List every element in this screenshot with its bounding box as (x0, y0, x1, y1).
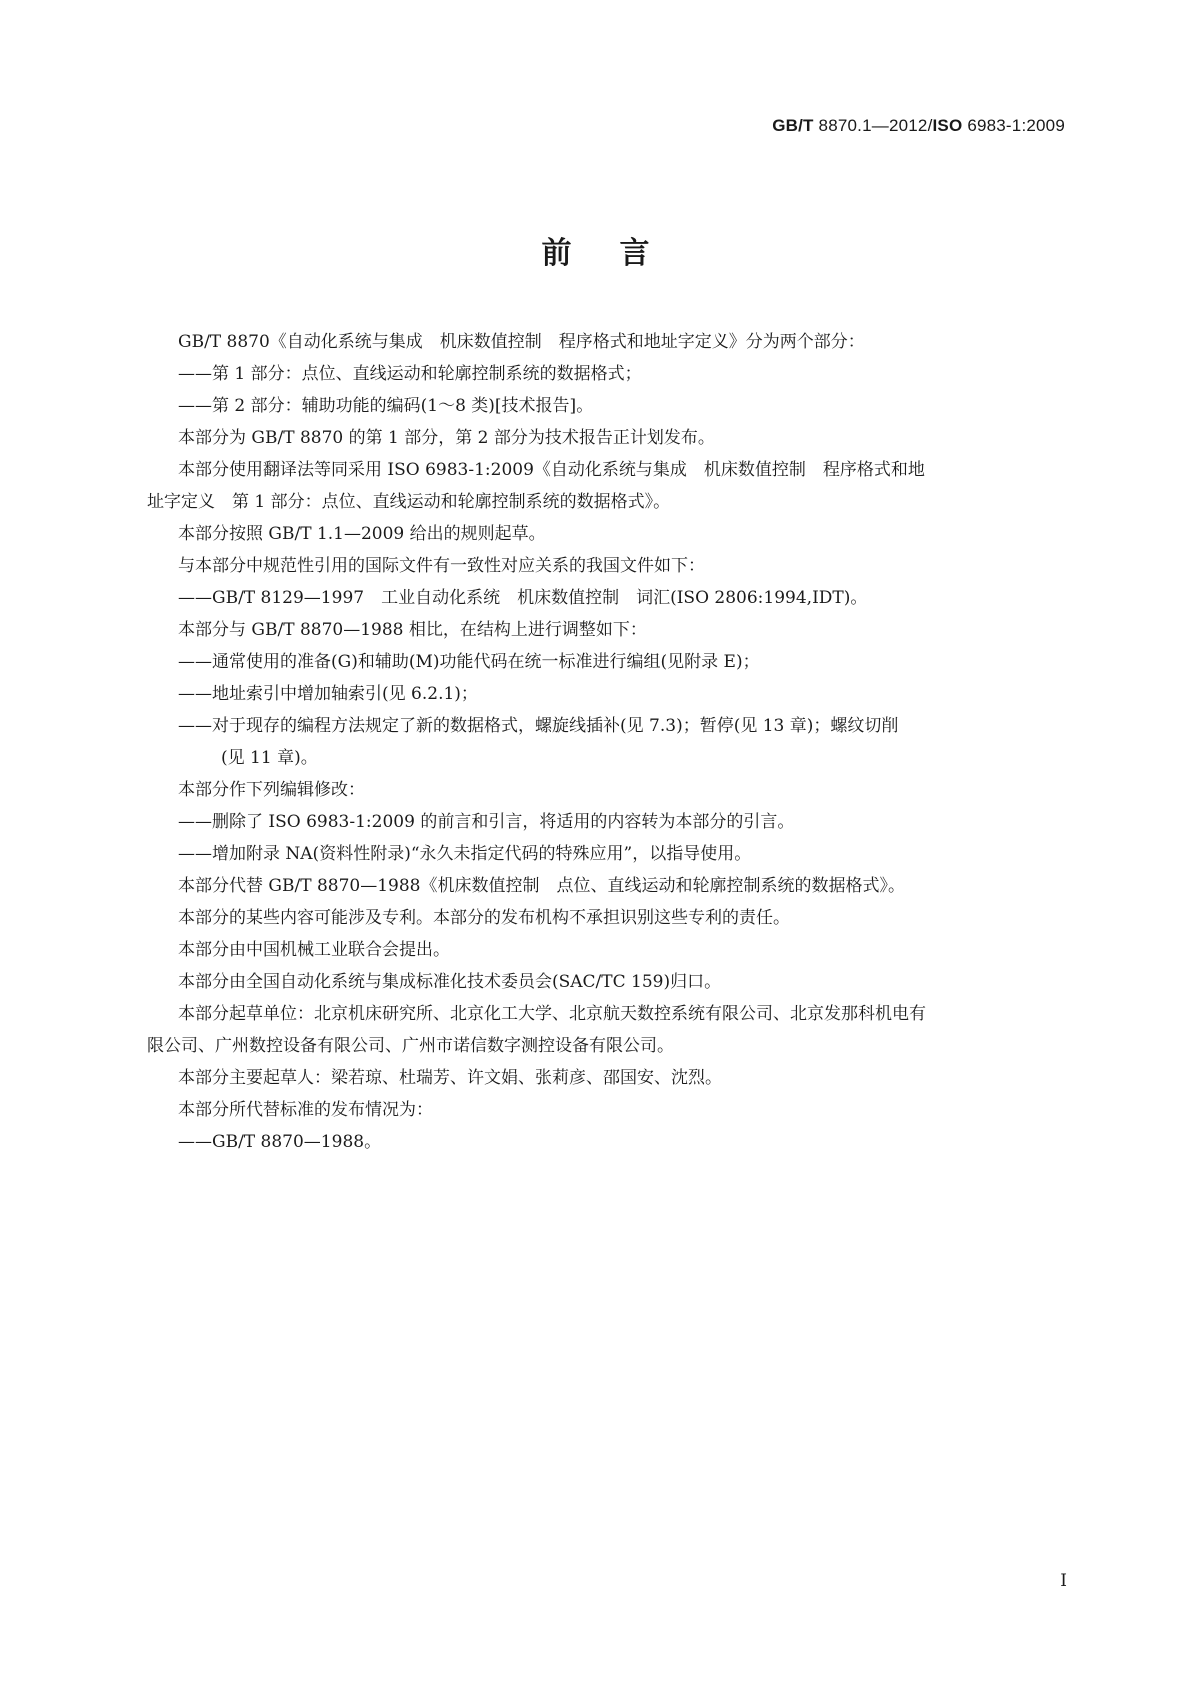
paragraph: 本部分所代替标准的发布情况为： (178, 1100, 433, 1120)
list-item: ——第 2 部分：辅助功能的编码(1～8 类)[技术报告]。 (178, 396, 594, 416)
paragraph-continuation: 限公司、广州数控设备有限公司、广州市诺信数字测控设备有限公司。 (147, 1036, 674, 1056)
list-item: ——第 1 部分：点位、直线运动和轮廓控制系统的数据格式； (178, 364, 642, 384)
header-iso-prefix: ISO (932, 116, 963, 135)
list-item: ——增加附录 NA(资料性附录)“永久未指定代码的特殊应用”，以指导使用。 (178, 844, 752, 864)
paragraph: 本部分使用翻译法等同采用 ISO 6983-1:2009《自动化系统与集成 机床数值控制 程序格式和地 (178, 460, 925, 480)
page-number: I (1060, 1571, 1067, 1591)
paragraph: GB/T 8870《自动化系统与集成 机床数值控制 程序格式和地址字定义》分为两个部分： (178, 332, 865, 352)
paragraph: 本部分的某些内容可能涉及专利。本部分的发布机构不承担识别这些专利的责任。 (178, 908, 790, 928)
paragraph: 本部分主要起草人：梁若琼、杜瑞芳、许文娟、张莉彦、邵国安、沈烈。 (178, 1068, 722, 1088)
header-standard-prefix: GB/T (772, 116, 814, 135)
paragraph: 本部分由中国机械工业联合会提出。 (178, 940, 450, 960)
paragraph: 本部分为 GB/T 8870 的第 1 部分，第 2 部分为技术报告正计划发布。 (178, 428, 715, 448)
paragraph: 本部分作下列编辑修改： (178, 780, 365, 800)
list-item: ——GB/T 8129—1997 工业自动化系统 机床数值控制 词汇(ISO 2806:1994,IDT)。 (178, 588, 868, 608)
page-title: 前言 (541, 236, 698, 271)
paragraph: 本部分与 GB/T 8870—1988 相比，在结构上进行调整如下： (178, 620, 647, 640)
list-item: ——地址索引中增加轴索引(见 6.2.1)； (178, 684, 478, 704)
paragraph: 本部分由全国自动化系统与集成标准化技术委员会(SAC/TC 159)归口。 (178, 972, 722, 992)
list-item: ——对于现存的编程方法规定了新的数据格式，螺旋线插补(见 7.3)；暂停(见 13 章)；螺纹切削 (178, 716, 899, 736)
foreword-body (147, 326, 1078, 1158)
paragraph-continuation: 址字定义 第 1 部分：点位、直线运动和轮廓控制系统的数据格式》。 (147, 492, 671, 512)
paragraph: 本部分代替 GB/T 8870—1988《机床数值控制 点位、直线运动和轮廓控制系统的数据格式》。 (178, 876, 905, 896)
list-item-continuation: (见 11 章)。 (221, 748, 318, 768)
list-item: ——删除了 ISO 6983-1:2009 的前言和引言，将适用的内容转为本部分的引言。 (178, 812, 795, 832)
list-item: ——GB/T 8870—1988。 (178, 1132, 382, 1152)
header-iso-number: 6983-1:2009 (962, 116, 1065, 135)
list-item: ——通常使用的准备(G)和辅助(M)功能代码在统一标准进行编组(见附录 E)； (178, 652, 760, 672)
paragraph: 本部分按照 GB/T 1.1—2009 给出的规则起草。 (178, 524, 546, 544)
paragraph: 本部分起草单位：北京机床研究所、北京化工大学、北京航天数控系统有限公司、北京发那科机电有 (178, 1004, 926, 1024)
document-header (772, 116, 1065, 136)
header-standard-number: 8870.1—2012/ (813, 116, 933, 135)
paragraph: 与本部分中规范性引用的国际文件有一致性对应关系的我国文件如下： (178, 556, 705, 576)
